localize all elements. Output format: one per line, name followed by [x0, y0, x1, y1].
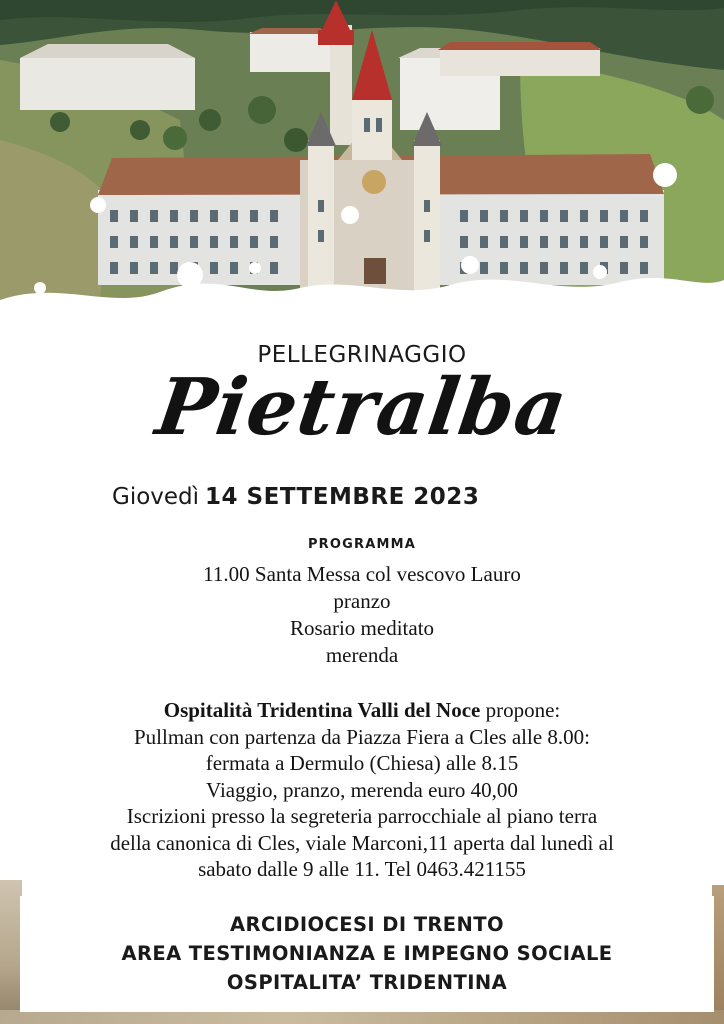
footer-texture-bottom	[0, 1010, 724, 1024]
program-list	[0, 561, 724, 669]
program-heading: PROGRAMMA	[307, 537, 417, 552]
info-line: Pullman con partenza da Piazza Fiera a Cles alle 8.00:	[133, 724, 590, 749]
info-line: della canonica di Cles, viale Marconi,11 aperta dal lunedì al	[110, 830, 614, 855]
program-item: pranzo	[333, 589, 391, 613]
program-item: Rosario meditato	[289, 616, 435, 640]
program-item: 11.00 Santa Messa col vescovo Lauro	[203, 562, 521, 586]
pretitle: PELLEGRINAGGIO	[257, 342, 467, 368]
trip-info	[0, 697, 724, 883]
footer-line: OSPITALITA’ TRIDENTINA	[226, 971, 508, 994]
info-line: fermata a Dermulo (Chiesa) alle 8.15	[205, 751, 519, 775]
footer-organizers	[20, 910, 714, 997]
organizer-suffix: propone:	[480, 698, 561, 722]
event-weekday: Giovedì	[112, 484, 200, 510]
page-title: Pietralba	[150, 362, 574, 453]
info-line: Viaggio, pranzo, merenda euro 40,00	[206, 777, 518, 802]
event-date	[112, 484, 479, 510]
footer-line: ARCIDIOCESI DI TRENTO	[230, 913, 504, 936]
footer-line: AREA TESTIMONIANZA E IMPEGNO SOCIALE	[121, 942, 613, 965]
program-item: merenda	[325, 643, 399, 667]
sanctuary-photo	[0, 0, 724, 340]
organizer-name: Ospitalità Tridentina Valli del Noce	[163, 698, 481, 722]
info-line: sabato dalle 9 alle 11. Tel 0463.421155	[198, 857, 526, 881]
organizer-line	[0, 697, 724, 724]
info-line: Iscrizioni presso la segreteria parrocchiale al piano terra	[126, 804, 598, 828]
footer-texture-left	[0, 880, 22, 1024]
event-date-text: 14 SETTEMBRE 2023	[205, 484, 480, 510]
